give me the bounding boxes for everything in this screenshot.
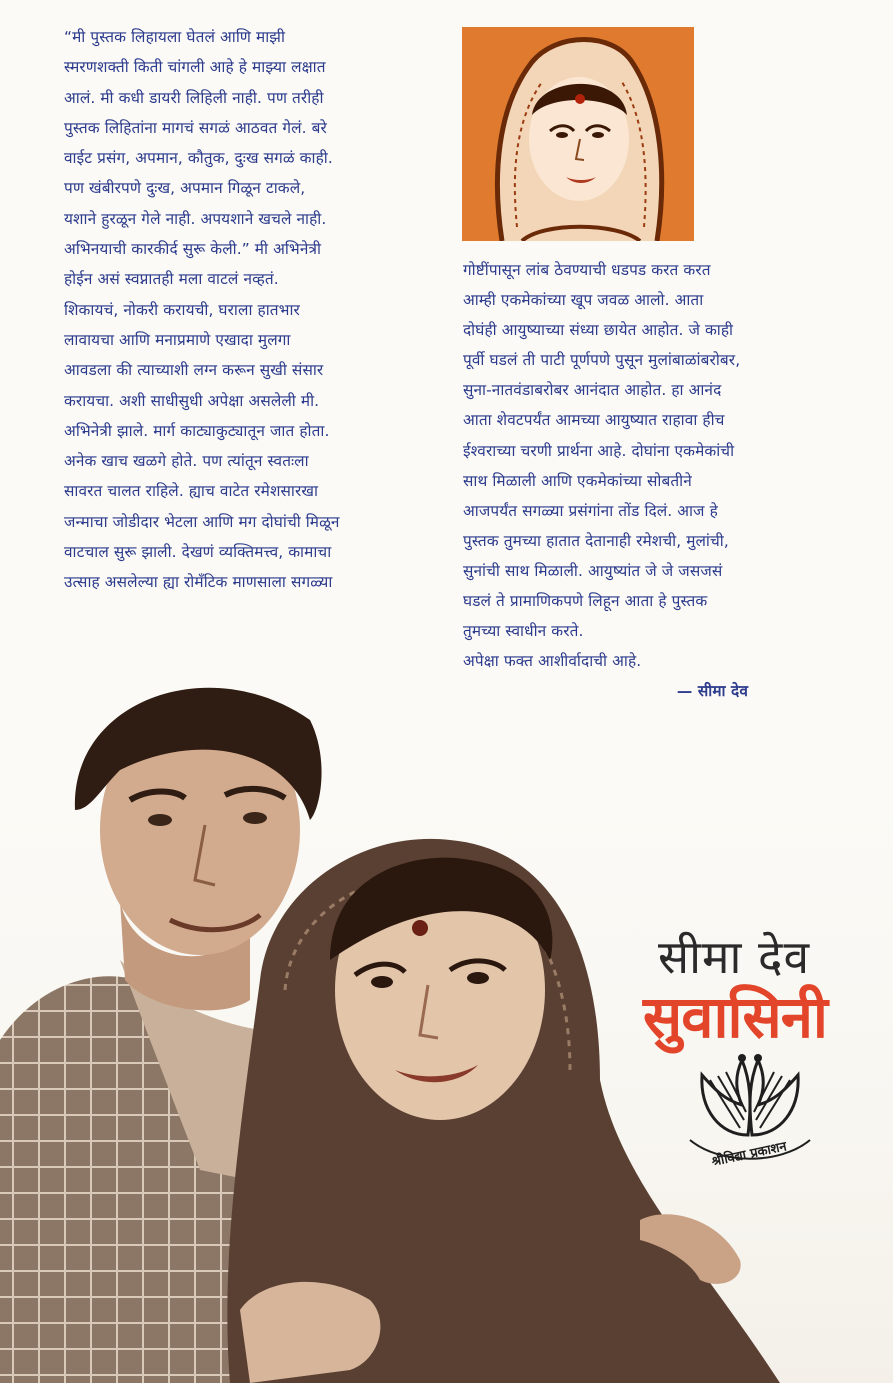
blurb-line: ईश्वराच्या चरणी प्रार्थना आहे. दोघांना एकमेकांची — [463, 441, 735, 460]
blurb-line: सुनांची साथ मिळाली. आयुष्यांत जे जे जसजसं — [463, 561, 723, 580]
blurb-left-column — [64, 22, 444, 598]
publisher-name: श्रीविद्या प्रकाशन — [710, 1139, 789, 1170]
blurb-line: उत्साह असलेल्या ह्या रोमँटिक माणसाला सगळ्या — [64, 573, 333, 592]
blurb-line: अभिनेत्री झाले. मार्ग काट्याकुट्यातून जात होता. — [64, 421, 330, 440]
blurb-line: आजपर्यंत सगळ्या प्रसंगांना तोंड दिलं. आज हे — [463, 501, 718, 520]
blurb-line: जन्माचा जोडीदार भेटला आणि मग दोघांची मिळून — [64, 512, 340, 531]
blurb-line: करायचा. अशी साधीसुधी अपेक्षा असलेली मी. — [64, 391, 320, 410]
author-name: सीमा देव — [657, 930, 811, 984]
blurb-line: “मी पुस्तक लिहायला घेतलं आणि माझी — [64, 28, 286, 46]
blurb-right-column — [463, 255, 858, 706]
blurb-line: वाईट प्रसंग, अपमान, कौतुक, दुःख सगळं काही. — [64, 149, 333, 168]
blurb-line: अभिनयाची कारकीर्द सुरू केली.” मी अभिनेत्री — [64, 240, 322, 259]
blurb-line: आवडला की त्याच्याशी लग्न करून सुखी संसार — [64, 361, 324, 380]
blurb-line: आम्ही एकमेकांच्या खूप जवळ आलो. आता — [463, 291, 704, 310]
blurb-line: साथ मिळाली आणि एकमेकांच्या सोबतीने — [463, 471, 692, 490]
blurb-line: सावरत चालत राहिले. ह्याच वाटेत रमेशसारखा — [64, 482, 319, 501]
blurb-line: गोष्टींपासून लांब ठेवण्याची धडपड करत करत — [463, 261, 711, 279]
blurb-line: लावायचा आणि मनाप्रमाणे एखादा मुलगा — [64, 330, 291, 349]
blurb-line: पूर्वी घडलं ती पाटी पूर्णपणे पुसून मुलांबाळांबरोबर, — [463, 351, 741, 370]
book-title: सुवासिनी — [643, 983, 827, 1051]
author-portrait-illustration — [462, 27, 694, 241]
blurb-line: तुमच्या स्वाधीन करते. — [463, 622, 584, 641]
blurb-line: दोघंही आयुष्याच्या संध्या छायेत आहोत. जे काही — [463, 321, 734, 340]
blurb-line: यशाने हुरळून गेले नाही. अपयशाने खचले नाही. — [64, 209, 327, 228]
blurb-line: शिकायचं, नोकरी करायची, घराला हातभार — [64, 300, 300, 319]
blurb-line: आता शेवटपर्यंत आमच्या आयुष्यात राहावा हीच — [463, 411, 725, 430]
blurb-line: पुस्तक लिहितांना मागचं सगळं आठवत गेलं. बरे — [64, 118, 327, 137]
blurb-line: वाटचाल सुरू झाली. देखणं व्यक्तिमत्त्व, कामाचा — [64, 543, 332, 562]
blurb-line: अनेक खाच खळगे होते. पण त्यांतून स्वतःला — [64, 452, 309, 471]
blurb-line: घडलं ते प्रामाणिकपणे लिहून आता हे पुस्तक — [463, 592, 708, 611]
blurb-line: सुना-नातवंडाबरोबर आनंदात आहोत. हा आनंद — [463, 381, 722, 400]
blurb-line: आलं. मी कधी डायरी लिहिली नाही. पण तरीही — [64, 88, 324, 107]
blurb-line: पण खंबीरपणे दुःख, अपमान गिळून टाकले, — [64, 179, 306, 198]
blurb-line: पुस्तक तुमच्या हातात देतानाही रमेशची, मुलांची, — [463, 531, 729, 550]
blurb-line: होईन असं स्वप्नातही मला वाटलं नव्हतं. — [64, 270, 279, 289]
publisher-logo — [680, 1040, 820, 1170]
blurb-line: स्मरणशक्ती किती चांगली आहे हे माझ्या लक्षात — [64, 58, 326, 77]
